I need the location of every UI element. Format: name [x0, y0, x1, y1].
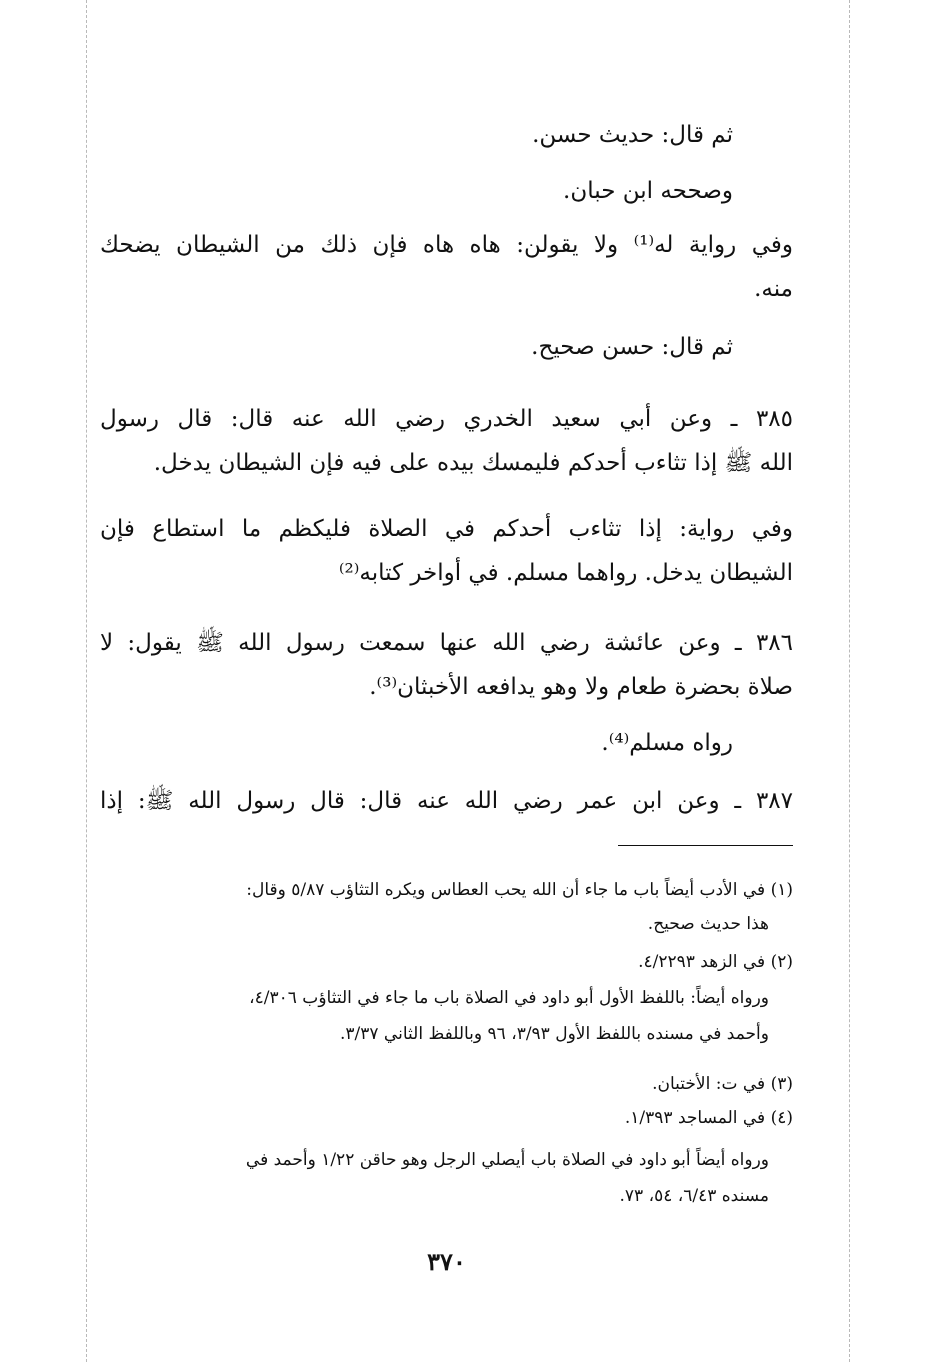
footnote-2: (٢) في الزهد ٤/٢٢٩٣. — [638, 952, 793, 972]
hadith-385-line-1: ٣٨٥ ـ وعن أبي سعيد الخدري رضي الله عنه قال: قال رسول — [100, 406, 793, 432]
footnote-2-cont: ورواه أيضاً: باللفظ الأول أبو داود في الصلاة باب ما جاء في التثاؤب ٤/٣٠٦، — [249, 988, 769, 1008]
text-line: منه. — [754, 276, 793, 302]
footnote-separator — [618, 845, 793, 846]
footnote-4-cont: مسنده ٦/٤٣، ٥٤، ٧٣. — [619, 1186, 769, 1206]
hadith-385-line-2: الله ﷺ إذا تثاءب أحدكم فليمسك بيده على فيه فإن الشيطان يدخل. — [153, 450, 793, 476]
text-line: وصححه ابن حبان. — [563, 178, 733, 204]
hadith-387-line-1: ٣٨٧ ـ وعن ابن عمر رضي الله عنه قال: قال رسول الله ﷺ: إذا — [100, 788, 793, 814]
text-line: رواه مسلم⁽⁴⁾. — [601, 730, 733, 756]
footnote-1-cont: هذا حديث صحيح. — [647, 914, 769, 934]
text-line: ثم قال: حسن صحيح. — [531, 334, 733, 360]
footnote-4-cont: ورواه أيضاً أبو داود في الصلاة باب أيصلي الرجل وهو حاقن ١/٢٢ وأحمد في — [245, 1150, 769, 1170]
guide-line-left — [86, 0, 87, 1362]
text-line: وفي رواية: إذا تثاءب أحدكم في الصلاة فليكظم ما استطاع فإن — [100, 516, 793, 542]
text-line: وفي رواية له⁽¹⁾ ولا يقولن: هاه هاه فإن ذلك من الشيطان يضحك — [100, 232, 793, 258]
footnote-3: (٣) في ت: الأختبان. — [652, 1074, 793, 1094]
text-line: ثم قال: حديث حسن. — [532, 122, 733, 148]
hadith-386-line-1: ٣٨٦ ـ وعن عائشة رضي الله عنها سمعت رسول الله ﷺ يقول: لا — [100, 630, 793, 656]
footnote-2-cont: وأحمد في مسنده باللفظ الأول ٣/٩٣، ٩٦ وباللفظ الثاني ٣/٣٧. — [340, 1024, 769, 1044]
guide-line-right — [849, 0, 850, 1362]
hadith-386-line-2: صلاة بحضرة طعام ولا وهو يدافعه الأخبثان⁽³⁾. — [369, 674, 793, 700]
page-number: ٣٧٠ — [427, 1247, 466, 1276]
text-line: الشيطان يدخل. رواهما مسلم. في أواخر كتابه⁽²⁾ — [338, 560, 793, 586]
footnote-4: (٤) في المساجد ١/٣٩٣. — [624, 1108, 793, 1128]
footnote-1: (١) في الأدب أيضاً باب ما جاء أن الله يحب العطاس ويكره التثاؤب ٥/٨٧ وقال: — [246, 880, 793, 900]
